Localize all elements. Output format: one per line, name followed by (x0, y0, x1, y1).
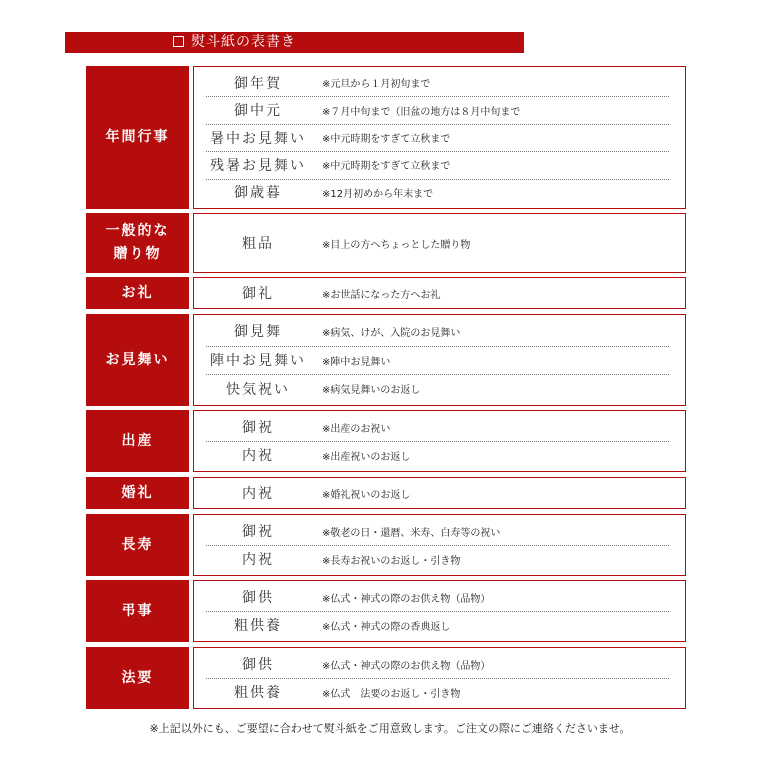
usage-note: ※元旦から１月初旬まで (322, 79, 431, 91)
inscription-label: 御歳暮 (234, 185, 282, 202)
table-row (194, 151, 685, 178)
table-row (194, 413, 685, 441)
category-label: 長寿 (86, 514, 189, 576)
inscription-label: 快気祝い (226, 381, 290, 398)
category-entries (193, 477, 686, 509)
usage-note: ※お世話になった方へお礼 (322, 289, 441, 301)
inscription-label: 御祝 (242, 524, 274, 540)
usage-note: ※長寿お祝いのお返し・引き物 (322, 555, 461, 567)
category-entries (193, 580, 686, 642)
table-row (194, 96, 685, 123)
category-entries (193, 66, 686, 209)
usage-note: ※７月中旬まで（旧盆の地方は８月中旬まで (322, 106, 521, 118)
usage-note: ※目上の方へちょっとした贈り物 (322, 239, 471, 251)
inscription-label: 陣中お見舞い (210, 353, 306, 369)
category-entries (193, 314, 686, 406)
usage-note: ※仏式・神式の際のお供え物（品物） (322, 593, 491, 605)
inscription-label: 御礼 (242, 286, 274, 302)
usage-note: ※仏式 法要のお返し・引き物 (322, 688, 461, 700)
noshi-section (86, 277, 686, 309)
table-row (194, 124, 685, 151)
noshi-section (86, 647, 686, 709)
category-label: 弔事 (86, 580, 189, 642)
table-row (194, 441, 685, 469)
usage-note: ※出産祝いのお返し (322, 451, 411, 463)
category-entries (193, 514, 686, 576)
inscription-label: 粗供養 (234, 685, 282, 701)
category-label: 婚礼 (86, 477, 189, 509)
footer-note: ※上記以外にも、ご要望に合わせて熨斗紙をご用意致します。ご注文の際にご連絡くださいませ。 (149, 722, 631, 735)
category-label: 法要 (86, 647, 189, 709)
usage-note: ※出産のお祝い (322, 423, 391, 435)
noshi-section (86, 477, 686, 509)
category-entries (193, 213, 686, 273)
usage-note: ※病気、けが、入院のお見舞い (322, 327, 461, 339)
table-row (194, 317, 685, 346)
usage-note: ※仏式・神式の際の香典返し (322, 621, 451, 633)
inscription-label: 御年賀 (234, 75, 282, 92)
noshi-section (86, 213, 686, 273)
table-row (194, 480, 685, 506)
table-row (194, 280, 685, 306)
noshi-section (86, 410, 686, 472)
usage-note: ※陣中お見舞い (322, 356, 391, 368)
table-row (194, 545, 685, 573)
inscription-label: 内祝 (242, 486, 274, 502)
table-row (194, 611, 685, 639)
usage-note: ※婚礼祝いのお返し (322, 489, 411, 501)
category-entries (193, 647, 686, 709)
noshi-section (86, 580, 686, 642)
category-label: お礼 (86, 277, 189, 309)
category-label: 年間行事 (86, 66, 189, 209)
inscription-label: 御見舞 (234, 324, 282, 341)
table-row (194, 374, 685, 403)
category-label: 出産 (86, 410, 189, 472)
table-row (194, 179, 685, 206)
inscription-label: 暑中お見舞い (210, 130, 306, 147)
category-entries (193, 277, 686, 309)
usage-note: ※中元時期をすぎて立秋まで (322, 134, 451, 146)
checkbox-square-icon (173, 36, 184, 47)
section-header (65, 32, 524, 53)
category-label: 一般的な 贈り物 (86, 213, 189, 273)
category-entries (193, 410, 686, 472)
category-label: お見舞い (86, 314, 189, 406)
noshi-section (86, 66, 686, 209)
table-row (194, 216, 685, 270)
usage-note: ※病気見舞いのお返し (322, 385, 421, 397)
noshi-section (86, 514, 686, 576)
inscription-label: 内祝 (242, 448, 274, 464)
table-row (194, 583, 685, 611)
inscription-label: 御中元 (234, 103, 282, 120)
inscription-label: 粗供養 (234, 618, 282, 634)
inscription-label: 御祝 (242, 420, 274, 436)
table-row (194, 69, 685, 96)
usage-note: ※仏式・神式の際のお供え物（品物） (322, 660, 491, 672)
noshi-section (86, 314, 686, 406)
table-row (194, 678, 685, 706)
inscription-label: 御供 (242, 590, 274, 606)
inscription-label: 粗品 (242, 236, 274, 252)
table-row (194, 346, 685, 375)
usage-note: ※中元時期をすぎて立秋まで (322, 161, 451, 173)
table-row (194, 517, 685, 545)
inscription-label: 内祝 (242, 552, 274, 568)
usage-note: ※敬老の日・還暦、米寿、白寿等の祝い (322, 527, 501, 539)
inscription-label: 残暑お見舞い (210, 157, 306, 174)
inscription-label: 御供 (242, 657, 274, 673)
table-row (194, 650, 685, 678)
section-title: 熨斗紙の表書き (191, 34, 296, 50)
usage-note: ※12月初めから年末まで (322, 188, 434, 200)
